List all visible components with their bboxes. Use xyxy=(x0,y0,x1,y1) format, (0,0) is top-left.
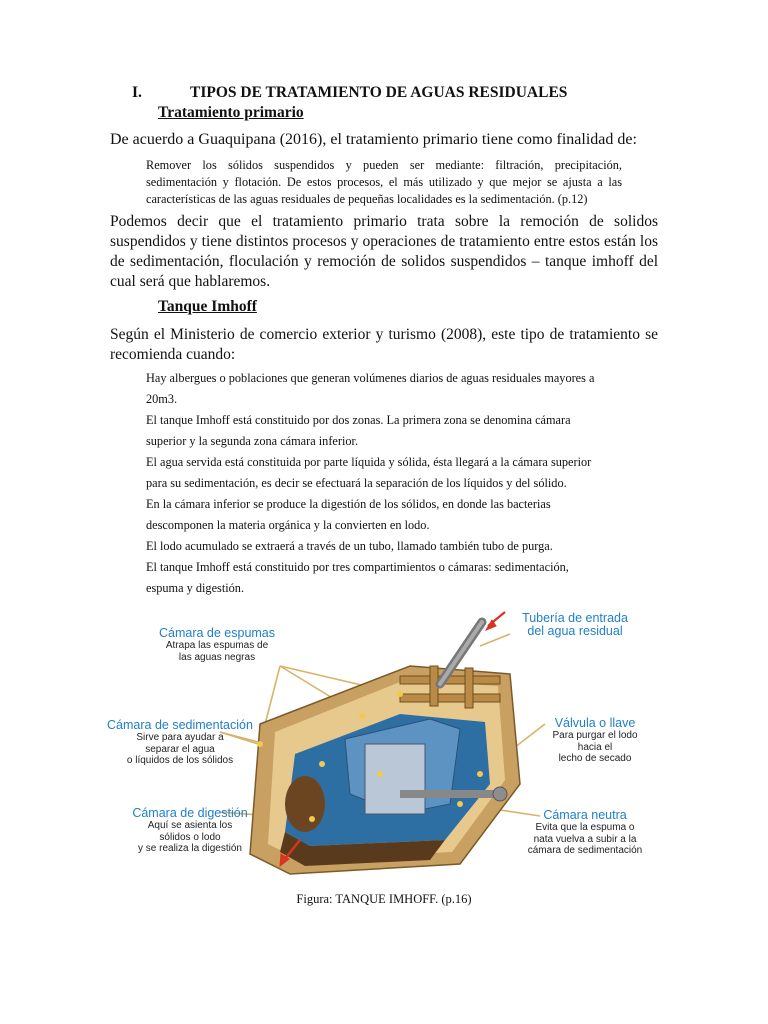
label-camara-digestion xyxy=(120,806,260,855)
subtitle-tratamiento-primario: Tratamiento primario xyxy=(158,104,304,121)
quote-line: El tanque Imhoff está constituido por tres compartimientos o cámaras: sedimentación, xyxy=(146,560,569,574)
label-title: Cámara de digestión xyxy=(132,806,248,820)
section-heading xyxy=(132,84,567,102)
quote-line: El lodo acumulado se extraerá a través de un tubo, llamado también tubo de purga. xyxy=(146,539,553,553)
figure-caption: Figura: TANQUE IMHOFF. (p.16) xyxy=(296,892,472,906)
quote-line: 20m3. xyxy=(146,392,178,406)
label-desc: Evita que la espuma o nata vuelva a subir a la cámara de sedimentación xyxy=(527,822,643,856)
label-title: Cámara de sedimentación xyxy=(107,718,253,732)
imhoff-tank-figure xyxy=(100,604,660,894)
quote-line: El agua servida está constituida por parte líquida y sólida, ésta llegará a la cámara superior xyxy=(146,455,592,469)
intro-paragraph-1: De acuerdo a Guaquipana (2016), el tratamiento primario tiene como finalidad de: xyxy=(110,131,637,148)
quote-line: espuma y digestión. xyxy=(146,581,245,595)
body-paragraph-1: Podemos decir que el tratamiento primario trata sobre la remoción de solidos suspendidos y tiene distintos procesos y operaciones de tratamiento entre estos están los de sedimentación, floculación y remoción de solidos suspendidos – tanque imhoff del cual será que hablaremos. xyxy=(110,213,658,290)
quote-line: para su sedimentación, es decir se efectuará la separación de los líquidos y del sólido. xyxy=(146,476,567,490)
heading-title: TIPOS DE TRATAMIENTO DE AGUAS RESIDUALES xyxy=(190,84,568,101)
label-desc: Aquí se asienta los sólidos o lodo y se realiza la digestión xyxy=(138,820,242,854)
label-title: Válvula o llave xyxy=(554,716,636,730)
label-camara-neutra xyxy=(510,808,660,857)
label-desc: Atrapa las espumas de las aguas negras xyxy=(165,640,269,663)
label-camara-sedimentacion xyxy=(100,718,260,767)
label-title: Cámara neutra xyxy=(543,808,627,822)
label-camara-espumas xyxy=(142,626,292,663)
label-tuberia-entrada xyxy=(505,612,645,638)
quote-line: Hay albergues o poblaciones que generan volúmenes diarios de aguas residuales mayores a xyxy=(146,371,595,385)
label-desc: Para purgar el lodo hacia el lecho de secado xyxy=(552,730,638,764)
block-quote-1: Remover los sólidos suspendidos y pueden ser mediante: filtración, precipitación, sedimentación y flotación. De estos procesos, el más utilizado y que mejor se ajusta a las características de las aguas residuales de pequeñas localidades es la sedimentación. (p.12) xyxy=(146,158,622,206)
label-valvula xyxy=(530,716,660,765)
quote-line: En la cámara inferior se produce la digestión de los sólidos, en donde las bacterias xyxy=(146,497,551,511)
label-desc: Sirve para ayudar a separar el agua o líquidos de los sólidos xyxy=(126,732,234,766)
intro-paragraph-2: Según el Ministerio de comercio exterior y turismo (2008), este tipo de tratamiento se recomienda cuando: xyxy=(110,326,658,363)
label-title: Tubería de entrada del agua residual xyxy=(522,611,628,638)
heading-number: I. xyxy=(132,84,142,101)
quote-line: descomponen la materia orgánica y la convierten en lodo. xyxy=(146,518,430,532)
label-title: Cámara de espumas xyxy=(158,626,276,640)
quote-line: El tanque Imhoff está constituido por dos zonas. La primera zona se denomina cámara xyxy=(146,413,571,427)
subtitle-tanque-imhoff: Tanque Imhoff xyxy=(158,298,257,315)
quote-line: superior y la segunda zona cámara inferior. xyxy=(146,434,359,448)
